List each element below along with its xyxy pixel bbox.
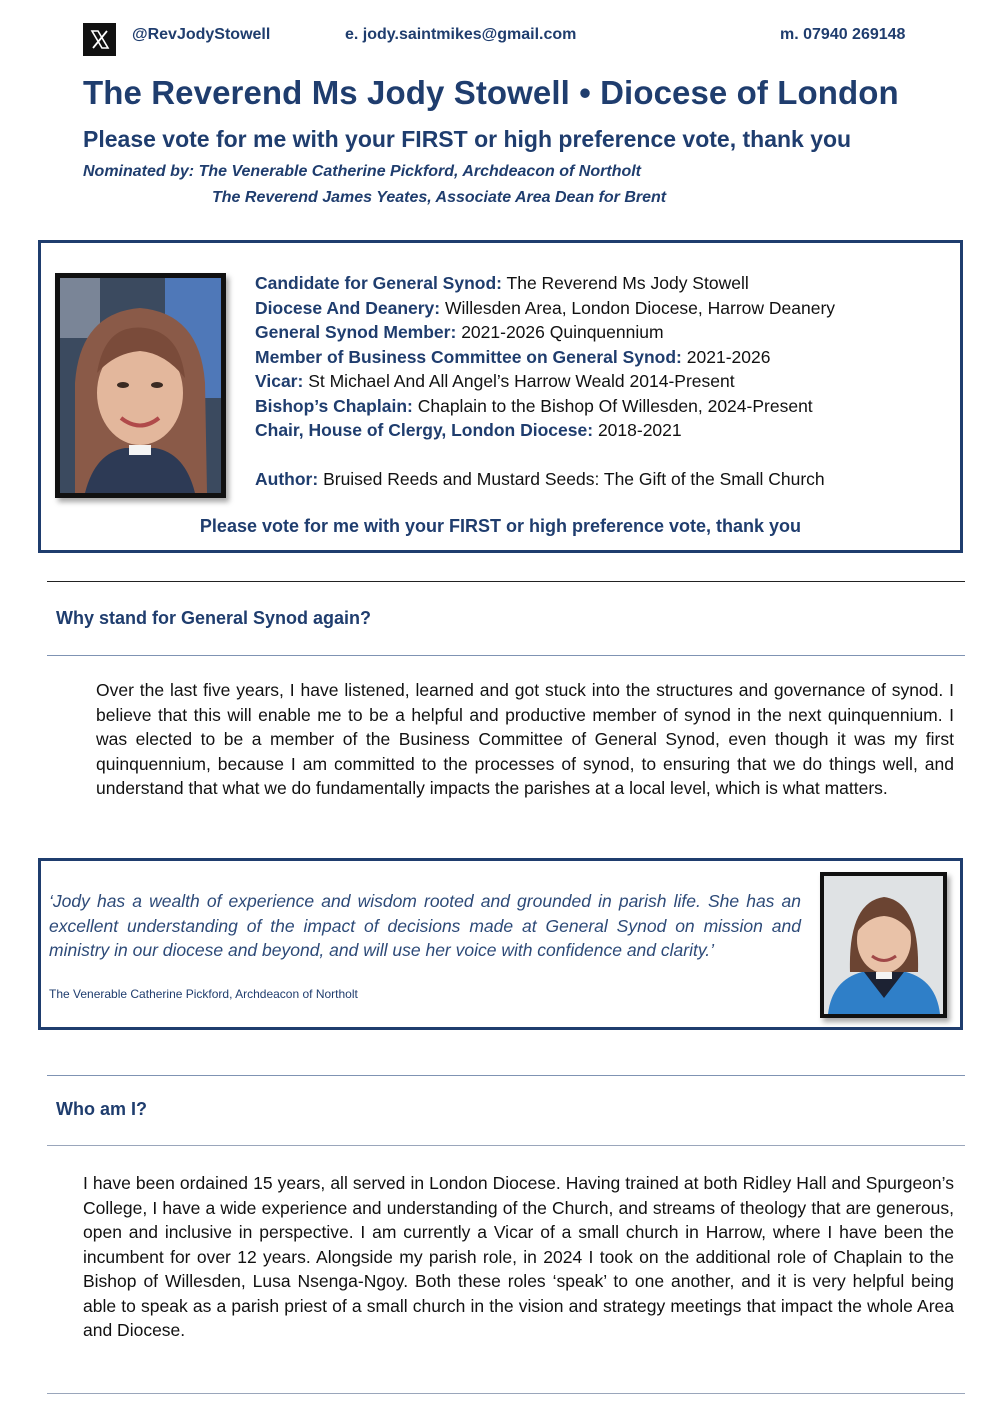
fact-value: 2018-2021 (597, 420, 682, 440)
fact-row (255, 345, 835, 370)
fact-label: Member of Business Committee on General Synod: (255, 346, 682, 367)
divider (47, 1393, 965, 1394)
nominated-by-line-1: Nominated by: The Venerable Catherine Pickford, Archdeacon of Northolt (83, 163, 642, 180)
page-subtitle: Please vote for me with your FIRST or high preference vote, thank you (83, 126, 852, 152)
fact-value: 2021-2026 Quinquennium (461, 322, 664, 342)
fact-value: Chaplain to the Bishop Of Willesden, 2024-Present (417, 395, 813, 416)
fact-row (255, 320, 835, 345)
fact-value: 2021-2026 (686, 346, 771, 367)
fact-label: Bishop’s Chaplain: (255, 395, 413, 416)
fact-value: St Michael And All Angel’s Harrow Weald 2014-Present (308, 371, 735, 391)
page-title: The Reverend Ms Jody Stowell • Diocese of London (83, 74, 899, 111)
endorsement-quote-box (38, 858, 963, 1030)
fact-label: Chair, House of Clergy, London Diocese: (255, 420, 594, 440)
fact-label: Vicar: (255, 371, 304, 391)
author-value: Bruised Reeds and Mustard Seeds: The Gift of the Small Church (323, 469, 825, 489)
mobile-number[interactable]: m. 07940 269148 (780, 26, 906, 43)
endorsement-quote: ‘Jody has a wealth of experience and wisdom rooted and grounded in parish life. She has an excellent understanding of the impact of decisions made at General Synod on mission and ministry in our diocese and beyond, and will use her voice with confidence and clarity.’ (49, 891, 801, 960)
quote-attribution: The Venerable Catherine Pickford, Archdeacon of Northolt (49, 987, 358, 1001)
email-address[interactable]: e. jody.saintmikes@gmail.com (345, 26, 577, 43)
why-body-text: Over the last five years, I have listened, learned and got stuck into the structures and governance of synod. I believe that this will enable me to be a helpful and productive member of synod in the next quinquennium. I was elected to be a member of the Business Committee of General Synod, even though it was my first quinquennium, because I am committed to the processes of synod, to ensuring that we do things well, and understand that what we do fundamentally impacts the parishes at a local level, which is what matters. (96, 680, 954, 798)
fact-row (255, 418, 835, 443)
candidate-facts (255, 271, 835, 492)
author-label: Author: (255, 469, 319, 489)
fact-value: Willesden Area, London Diocese, Harrow Deanery (444, 297, 836, 318)
divider (47, 655, 965, 656)
x-logo-icon[interactable] (83, 23, 116, 56)
section-heading-why: Why stand for General Synod again? (56, 608, 372, 628)
divider (47, 581, 965, 582)
fact-label: General Synod Member: (255, 322, 457, 342)
fact-row (255, 369, 835, 394)
social-handle[interactable]: @RevJodyStowell (132, 26, 271, 43)
fact-row (255, 394, 835, 419)
divider (47, 1145, 965, 1146)
candidate-summary-box (38, 240, 963, 553)
fact-row (255, 296, 835, 321)
fact-row (255, 271, 835, 296)
fact-label: Candidate for General Synod: (255, 273, 502, 293)
archdeacon-portrait (820, 872, 947, 1018)
section-heading-who: Who am I? (56, 1099, 147, 1119)
who-body-text: I have been ordained 15 years, all served in London Diocese. Having trained at both Ridley Hall and Spurgeon’s College, I have a wide experience and understanding of the Church, and streams of theology that are generous, open and inclusive in perspective. I am currently a Vicar of a small church in Harrow, where I have been the incumbent for over 12 years. Alongside my parish role, in 2024 I took on the additional role of Chaplain to the Bishop of Willesden, Lusa Nsenga-Ngoy. Both these roles ‘speak’ to one another, and it is very helpful being able to speak as a parish priest of a small church in the vision and strategy meetings that impact the whole Area and Diocese. (83, 1173, 954, 1340)
vote-appeal: Please vote for me with your FIRST or high preference vote, thank you (199, 516, 802, 536)
author-row (255, 467, 835, 492)
fact-value: The Reverend Ms Jody Stowell (506, 273, 749, 293)
divider (47, 1075, 965, 1076)
fact-label: Diocese And Deanery: (255, 297, 441, 318)
nominated-by-line-2: The Reverend James Yeates, Associate Area Dean for Brent (212, 189, 667, 206)
candidate-portrait (55, 273, 226, 498)
